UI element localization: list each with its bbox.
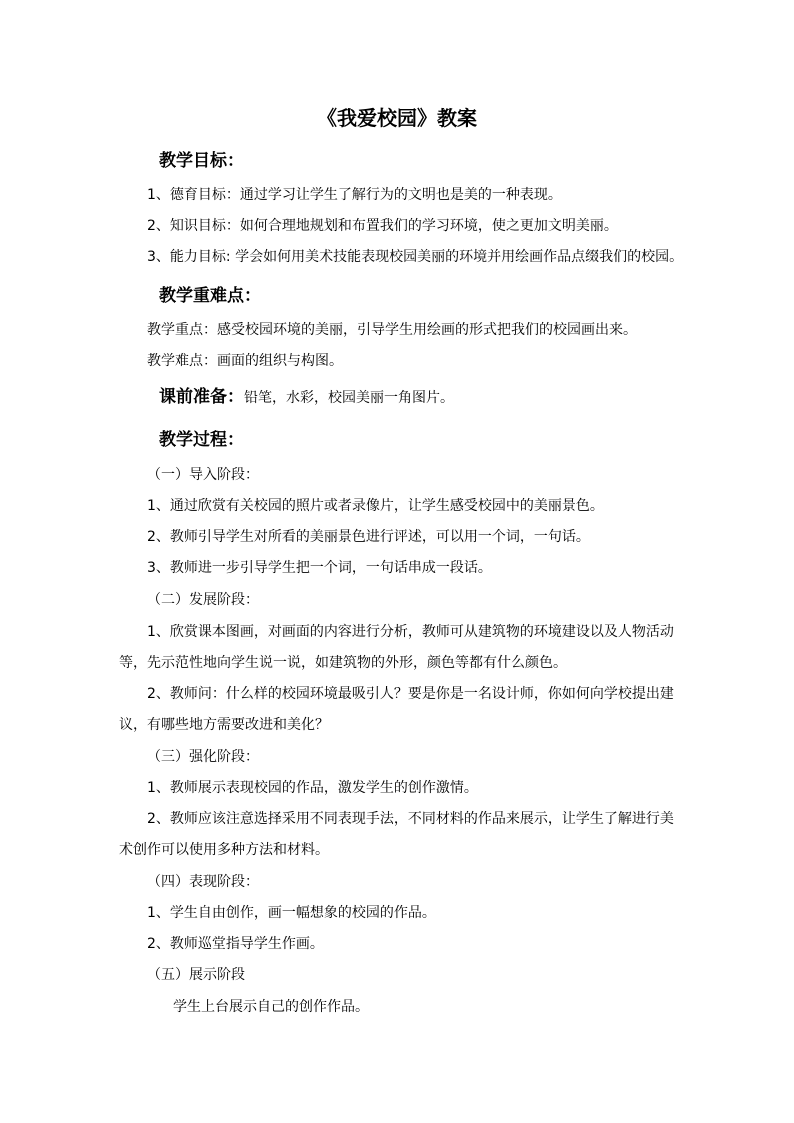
stage-paragraph-line: 2、教师应该注意选择采用不同表现手法，不同材料的作品来展示，让学生了解进行美 xyxy=(147,811,674,827)
stage-title: （一）导入阶段： xyxy=(147,467,259,483)
stage-paragraph-line: 等，先示范性地向学生说一说，如建筑物的外形，颜色等都有什么颜色。 xyxy=(119,655,567,671)
stage-item: 1、教师展示表现校园的作品，激发学生的创作激情。 xyxy=(147,780,478,796)
key-points-heading: 教学重难点： xyxy=(159,286,261,306)
stage-title: （四）表现阶段： xyxy=(147,874,259,890)
preparation-label: 课前准备： xyxy=(159,387,244,407)
stage-item: 1、通过欣赏有关校园的照片或者录像片，让学生感受校园中的美丽景色。 xyxy=(147,498,604,514)
key-point-difficulty: 教学难点：画面的组织与构图。 xyxy=(147,353,343,369)
preparation-line xyxy=(159,387,454,408)
stage-item: 1、学生自由创作，画一幅想象的校园的作品。 xyxy=(147,905,436,921)
objective-item: 3、能力目标: 学会如何用美术技能表现校园美丽的环境并用绘画作品点缀我们的校园。 xyxy=(147,249,684,265)
stage-title: （二）发展阶段： xyxy=(147,592,259,608)
stage-item: 2、教师巡堂指导学生作画。 xyxy=(147,936,324,952)
stage-paragraph-line: 2、教师问：什么样的校园环境最吸引人？要是你是一名设计师，你如何向学校提出建 xyxy=(147,686,674,702)
stage-item: 2、教师引导学生对所看的美丽景色进行评述，可以用一个词，一句话。 xyxy=(147,529,590,545)
stage-paragraph-line: 1、欣赏课本图画，对画面的内容进行分析，教师可从建筑物的环境建设以及人物活动 xyxy=(147,624,674,640)
preparation-text: 铅笔，水彩，校园美丽一角图片。 xyxy=(244,390,454,406)
objectives-heading: 教学目标： xyxy=(159,151,244,171)
objective-item: 1、德育目标：通过学习让学生了解行为的文明也是美的一种表现。 xyxy=(147,187,562,203)
stage-title: （三）强化阶段： xyxy=(147,749,259,765)
stage-text: 学生上台展示自己的创作作品。 xyxy=(173,999,369,1015)
document-title: 《我爱校园》教案 xyxy=(317,106,477,130)
stage-paragraph-line: 议，有哪些地方需要改进和美化？ xyxy=(119,717,329,733)
process-heading: 教学过程： xyxy=(159,430,244,450)
objective-item: 2、知识目标：如何合理地规划和布置我们的学习环境，使之更加文明美丽。 xyxy=(147,218,618,234)
stage-paragraph-line: 术创作可以使用多种方法和材料。 xyxy=(119,842,329,858)
stage-title: （五）展示阶段 xyxy=(147,967,245,983)
stage-item: 3、教师进一步引导学生把一个词，一句话串成一段话。 xyxy=(147,560,492,576)
key-point-focus: 教学重点：感受校园环境的美丽，引导学生用绘画的形式把我们的校园画出来。 xyxy=(147,322,637,338)
